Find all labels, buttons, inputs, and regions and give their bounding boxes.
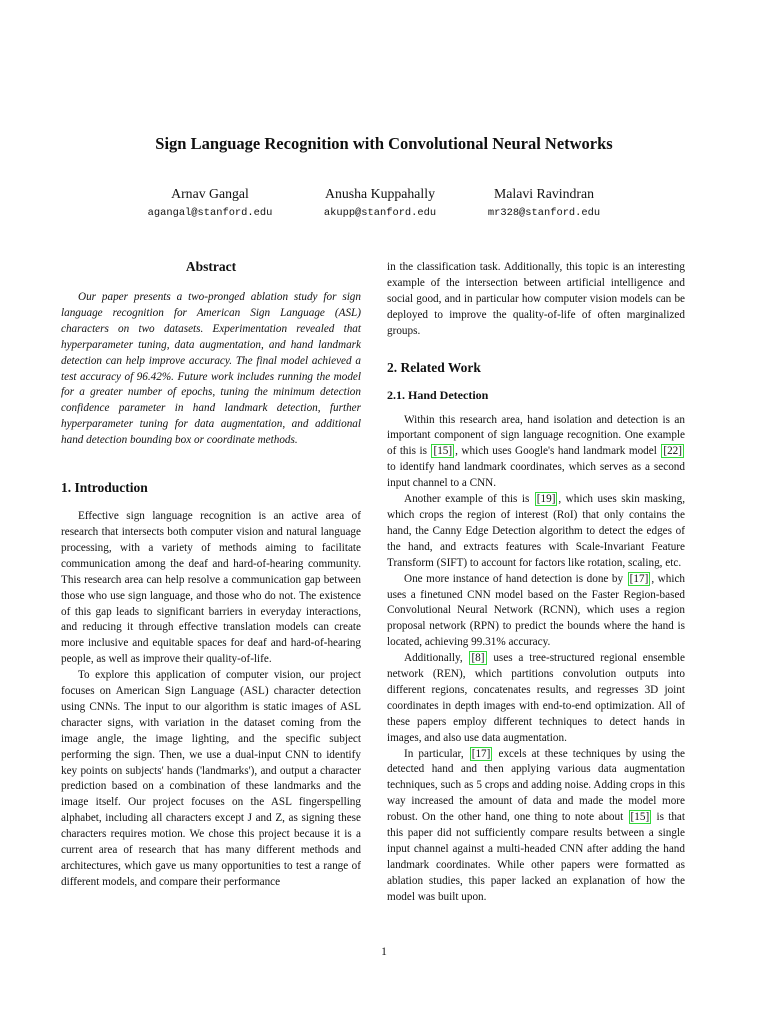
text-run: is that this paper did not sufficiently compare results between a single input channel against a multi-headed CNN after adding the hand landmark coordinates. While other papers were formatted as ablation studies, this paper lacked an explanation of how the model was built upon. [387,811,685,903]
right-column [387,260,685,906]
author-name: Arnav Gangal [171,186,249,201]
citation-link[interactable]: [22] [663,445,682,458]
author-name: Anusha Kuppahally [325,186,435,201]
text-run: In particular, [404,747,469,760]
related-paragraph-5 [387,747,685,906]
text-run: , which uses skin masking, which crops the region of interest (RoI) that only contains the hand, the Canny Edge Detection algorithm to detect the edges of the hand, and extracts features with Scale-Invariant Feature Transform (SIFT) to account for factors like rotation, scaling, etc. [387,493,686,569]
text-run: One more instance of hand detection is done by [404,572,627,585]
author-email: mr328@stanford.edu [487,207,601,219]
text-run: , which uses Google's hand landmark model [455,445,661,458]
intro-heading: 1. Introduction [61,480,148,496]
paper-title: Sign Language Recognition with Convolutional Neural Networks [155,134,613,153]
citation-link[interactable]: [15] [630,811,650,824]
citation-link[interactable]: [15] [433,445,453,458]
author-3 [444,184,644,222]
related-paragraph-1 [387,413,685,493]
citation-link[interactable]: [8] [471,652,485,665]
text-run: excels at these techniques by using the detected hand and then applying various data augmentation techniques, such as 5 crops and adding noise. Adding crops in this way increased the amount of data and made the model more robust. On the other hand, one thing to note about [387,747,686,824]
author-name: Malavi Ravindran [493,186,594,201]
related-paragraph-3 [387,572,685,652]
abstract-heading: Abstract [185,259,237,274]
author-email: agangal@stanford.edu [147,207,273,219]
text-run: Within this research area, hand isolation and detection is an important component of sign language recognition. One example of this is [387,413,685,458]
page-number: 1 [381,946,387,958]
intro-paragraph-2-continued: in the classification task. Additionally, this topic is an interesting example of the intersection between artificial intelligence and social good, and in particular how computer vision models can be deployed to improve the quality-of-life of often marginalized groups. [387,261,685,337]
text-run: Additionally, [404,652,469,665]
text-run: uses a tree-structured regional ensemble network (REN), which partitions convolution outputs into different regions, concatenates results, and regresses 3D joint coordinates in depth images with end-to-end optimization. All of these papers employ different techniques to detect hands in images, and also use data augmentation. [387,652,685,744]
abstract-text: Our paper presents a two-pronged ablation study for sign language recognition for American Sign Language (ASL) characters on two datasets. Experimentation revealed that hyperparameter tuning, data augmentation, and hand landmark detection can help improve accuracy. The final model achieved a test accuracy of 96.42%. Future work includes running the model for a greater number of epochs, tuning the minimum detection confidence parameter in hand landmark detection, further hyperparameter tuning for data augmentation, and additional hand detection bounding box or coordinate methods. [61,291,361,447]
citation-link[interactable]: [17] [471,747,491,760]
hand-detection-heading: 2.1. Hand Detection [387,387,489,402]
left-column [61,258,361,891]
text-run: , which uses a finetuned CNN model based on the Faster Region-based Convolutional Neural Network (RCNN), which uses a region proposal network (RPN) to predict the bounds where the hand is located, achieving 99.31% accuracy. [387,572,685,649]
citation-link[interactable]: [19] [536,493,556,506]
text-run: Another example of this is [404,493,534,506]
related-work-heading: 2. Related Work [387,359,481,375]
related-paragraph-2 [387,492,685,572]
author-email: akupp@stanford.edu [323,207,437,219]
intro-paragraph-2: To explore this application of computer vision, our project focuses on American Sign Language (ASL) character detection using CNNs. The input to our algorithm is static images of ASL character signs, with variation in the dataset coming from the image angle, the image lighting, and the specific subject performing the sign. Then, we use a dual-input CNN to identify key points on subjects' hands ('landmarks'), and output a character prediction based on a combination of these landmarks and the image itself. Our project focuses on the ASL fingerspelling alphabet, including all characters except J and Z, as signing these characters requires motion. We chose this project because it is a current area of research that has many different methods and architectures, which gave us many opportunities to test a range of different models, and compare their performance [61,669,361,888]
related-paragraph-4 [387,651,685,746]
intro-paragraph-1: Effective sign language recognition is an active area of research that intersects both computer vision and natural language processing, with a variety of methods aiming to facilitate communication among the deaf and hard-of-hearing community. This research area can help resolve a communication gap between those who use sign language, and those who do not. The existence of this gap leads to significant barriers in everyday interactions, and reducing it through effective translation models can create more inclusive and equitable spaces for deaf and hard-of-hearing people, as well as improve their quality-of-life. [61,510,361,666]
citation-link[interactable]: [17] [629,572,649,585]
text-run: to identify hand landmark coordinates, which serves as a second input channel to a CNN. [387,461,685,490]
